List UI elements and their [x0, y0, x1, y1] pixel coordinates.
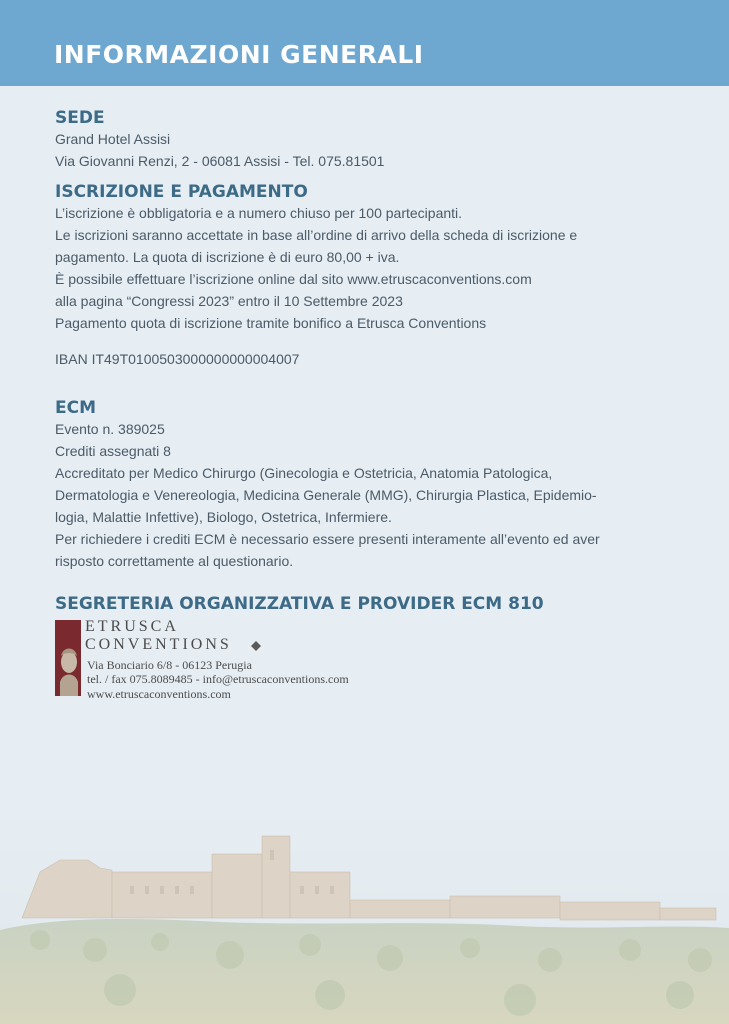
logo-line2: CONVENTIONS	[85, 636, 232, 653]
ecm-line: Crediti assegnati 8	[55, 443, 171, 459]
assisi-landscape-illustration	[0, 790, 729, 1024]
iban: IBAN IT49T0100503000000000004007	[55, 351, 300, 367]
ecm-line: Dermatologia e Venereologia, Medicina Generale (MMG), Chirurgia Plastica, Epidemio-	[55, 487, 597, 503]
hillside	[0, 919, 729, 1024]
logo-portrait-icon	[55, 620, 81, 696]
ecm-line: risposto correttamente al questionario.	[55, 553, 294, 569]
ecm-line: Per richiedere i crediti ECM è necessario essere presenti interamente all’evento ed aver	[55, 531, 600, 547]
segreteria-title: SEGRETERIA ORGANIZZATIVA E PROVIDER ECM 810	[55, 594, 544, 614]
ecm-title: ECM	[55, 398, 97, 418]
iscrizione-title: ISCRIZIONE E PAGAMENTO	[55, 182, 308, 202]
logo-line1: ETRUSCA	[85, 618, 179, 635]
logo-website: www.etruscaconventions.com	[87, 687, 231, 701]
page-title: INFORMAZIONI GENERALI	[54, 40, 424, 69]
iscrizione-line: L’iscrizione è obbligatoria e a numero chiuso per 100 partecipanti.	[55, 205, 463, 221]
logo-address: Via Bonciario 6/8 - 06123 Perugia	[87, 658, 252, 672]
diamond-icon	[251, 641, 261, 651]
sede-line: Via Giovanni Renzi, 2 - 06081 Assisi - Tel. 075.81501	[55, 153, 385, 169]
sede-section	[55, 108, 685, 172]
ecm-line: Accreditato per Medico Chirurgo (Ginecologia e Ostetricia, Anatomia Patologica,	[55, 465, 553, 481]
sede-title: SEDE	[55, 108, 105, 128]
iscrizione-line: alla pagina “Congressi 2023” entro il 10 Settembre 2023	[55, 293, 403, 309]
etrusca-logo	[55, 618, 475, 708]
iscrizione-line: È possibile effettuare l’iscrizione online dal sito www.etruscaconventions.com	[55, 271, 532, 287]
iscrizione-line: pagamento. La quota di iscrizione è di euro 80,00 + iva.	[55, 249, 400, 265]
ecm-section	[55, 398, 685, 572]
iscrizione-section	[55, 182, 685, 370]
logo-contacts: tel. / fax 075.8089485 - info@etruscaconventions.com	[87, 672, 349, 686]
ecm-line: logia, Malattie Infettive), Biologo, Ostetrica, Infermiere.	[55, 509, 392, 525]
content-area	[55, 108, 685, 614]
sede-line: Grand Hotel Assisi	[55, 131, 171, 147]
header-band	[0, 0, 729, 86]
iscrizione-line: Le iscrizioni saranno accettate in base all’ordine di arrivo della scheda di iscrizione e	[55, 227, 578, 243]
iscrizione-line: Pagamento quota di iscrizione tramite bonifico a Etrusca Conventions	[55, 315, 487, 331]
ecm-line: Evento n. 389025	[55, 421, 165, 437]
segreteria-section	[55, 594, 685, 614]
